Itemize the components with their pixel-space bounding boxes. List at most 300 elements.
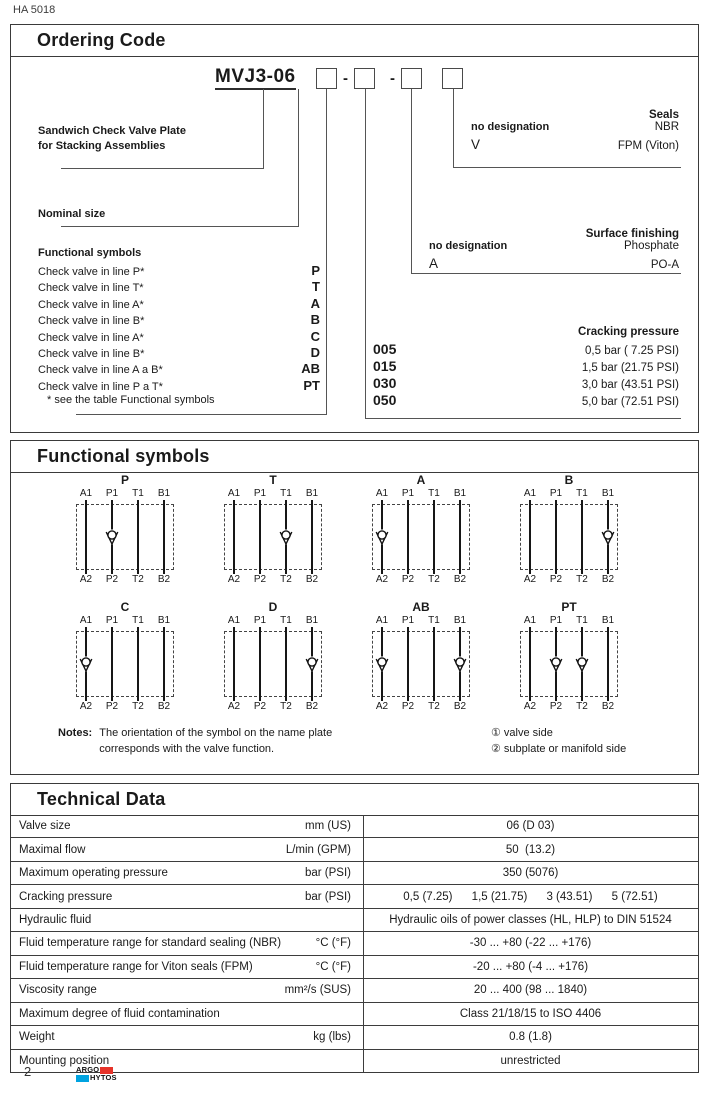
parameter-unit: mm (US): [305, 820, 351, 833]
code-box-cracking-pressure: [354, 68, 375, 89]
schematic-frame: [520, 631, 618, 697]
port-label: P1: [401, 615, 415, 626]
ports-bottom-row: [517, 701, 621, 713]
parameter-value: 06 (D 03): [506, 820, 555, 833]
option-code: V: [471, 136, 481, 152]
ordering-code-section: [10, 24, 699, 433]
functional-symbols-title: Functional symbols: [37, 446, 210, 466]
flow-line: [311, 627, 312, 701]
table-row: [11, 1003, 698, 1026]
ordering-code-title: Ordering Code: [37, 30, 166, 50]
dash-separator: -: [390, 70, 395, 87]
diagram-letter: T: [269, 473, 277, 487]
flow-line: [163, 500, 164, 574]
functional-symbol-row: [38, 345, 326, 361]
cracking-pressure-row: [365, 358, 679, 375]
check-valve-icon: [575, 656, 589, 673]
functional-symbols-section: [10, 440, 699, 775]
flow-line: [111, 627, 112, 701]
ordering-code-diagram: [11, 25, 698, 432]
notes-text: [99, 726, 332, 757]
port-label: P1: [253, 488, 267, 499]
parameter-cell: [11, 1026, 363, 1048]
valve-symbol-diagram: [73, 474, 177, 586]
port-label: T1: [428, 488, 440, 499]
table-row: [11, 862, 698, 885]
flow-line: [311, 500, 312, 574]
flow-line: [111, 500, 112, 574]
port-label: A2: [227, 701, 241, 712]
option-value: 3,0 bar (43.51 PSI): [581, 379, 679, 391]
option-code: 015: [373, 358, 397, 374]
ports-bottom-row: [73, 574, 177, 586]
symbol-code: T: [312, 279, 320, 295]
seals-title: Seals: [648, 109, 679, 121]
flow-line: [233, 500, 234, 574]
ports-top-row: [221, 488, 325, 500]
parameter-cell: [11, 932, 363, 954]
flow-line: [381, 500, 382, 574]
port-label: B2: [601, 574, 615, 585]
flow-line: [137, 500, 138, 574]
ports-top-row: [73, 488, 177, 500]
option-code: no designation: [471, 121, 550, 133]
check-valve-icon: [375, 529, 389, 546]
option-value: 1,5 bar (21.75 PSI): [581, 362, 679, 374]
code-box-surface-finishing: [401, 68, 422, 89]
parameter-unit: bar (PSI): [304, 890, 351, 903]
cracking-pressure-row: [365, 341, 679, 358]
flow-line: [285, 627, 286, 701]
ports-top-row: [517, 488, 621, 500]
functional-symbols-rows: [38, 263, 326, 394]
notes-label: Notes:: [58, 727, 93, 739]
logo-text-argo: ARGO: [76, 1065, 100, 1074]
parameter-name: Viscosity range: [19, 984, 97, 997]
ports-bottom-row: [369, 701, 473, 713]
diagram-letter: AB: [412, 600, 430, 614]
port-label: P2: [105, 574, 119, 585]
port-label: A1: [523, 615, 537, 626]
option-value: FPM (Viton): [617, 139, 679, 152]
port-label: B2: [305, 574, 319, 585]
port-label: T1: [428, 615, 440, 626]
port-label: P1: [549, 488, 563, 499]
flow-line: [433, 627, 434, 701]
functional-symbol-row: [38, 263, 326, 279]
option-value: 5,0 bar (72.51 PSI): [581, 396, 679, 408]
parameter-unit: L/min (GPM): [285, 843, 351, 856]
hydraulic-schematic: [221, 627, 325, 701]
port-label: T2: [428, 701, 440, 712]
functional-symbol-row: [38, 378, 326, 394]
port-label: A1: [227, 488, 241, 499]
parameter-value: Class 21/18/15 to ISO 4406: [459, 1007, 602, 1020]
parameter-cell: [11, 862, 363, 884]
parameter-name: Maximum operating pressure: [19, 867, 168, 880]
ports-top-row: [221, 615, 325, 627]
ports-top-row: [369, 488, 473, 500]
parameter-value: 0.8 (1.8): [509, 1031, 552, 1044]
option-code: A: [429, 255, 439, 271]
seals-row: [459, 121, 679, 137]
surface-finishing-row: [417, 256, 679, 272]
flow-line: [459, 627, 460, 701]
technical-data-table: [11, 815, 698, 1072]
port-label: B2: [453, 701, 467, 712]
option-code: 005: [373, 341, 397, 357]
port-label: T1: [576, 488, 588, 499]
symbol-description: Check valve in line P*: [38, 266, 145, 278]
flow-line: [233, 627, 234, 701]
parameter-cell: [11, 815, 363, 837]
diagram-letter: B: [564, 473, 574, 487]
schematic-frame: [224, 504, 322, 570]
port-label: B1: [453, 615, 467, 626]
diagram-letter: C: [120, 600, 130, 614]
table-row: [11, 909, 698, 932]
flow-line: [137, 627, 138, 701]
hydraulic-schematic: [369, 627, 473, 701]
flow-line: [163, 627, 164, 701]
flow-line: [529, 500, 530, 574]
symbol-description: Check valve in line B*: [38, 315, 145, 328]
argo-hytos-logo: [76, 1066, 117, 1082]
port-label: T1: [280, 615, 292, 626]
port-label: T2: [280, 701, 292, 712]
parameter-name: Fluid temperature range for Viton seals (FPM): [19, 960, 253, 973]
section-header: [11, 441, 698, 473]
port-label: B1: [305, 615, 319, 626]
symbol-code: A: [310, 295, 320, 311]
parameter-name: Fluid temperature range for standard sealing (NBR): [19, 937, 282, 950]
port-label: T1: [280, 488, 292, 499]
flow-line: [259, 500, 260, 574]
port-label: B1: [157, 615, 171, 626]
hydraulic-schematic: [73, 627, 177, 701]
model-code: MVJ3-06: [215, 67, 296, 90]
legend-subplate-side: ② subplate or manifold side: [491, 742, 627, 755]
diagram-letter: PT: [561, 600, 577, 614]
ports-bottom-row: [221, 701, 325, 713]
hydraulic-schematic: [73, 500, 177, 574]
valve-symbol-diagram: [369, 601, 473, 713]
product-line-1: Sandwich Check Valve Plate: [38, 125, 186, 137]
hydraulic-schematic: [517, 627, 621, 701]
parameter-name: Valve size: [19, 820, 71, 833]
flow-line: [433, 500, 434, 574]
port-label: A2: [523, 701, 537, 712]
option-value: Phosphate: [624, 240, 679, 252]
port-label: P1: [253, 615, 267, 626]
check-valve-icon: [375, 656, 389, 673]
schematic-frame: [76, 504, 174, 570]
check-valve-icon: [549, 656, 563, 673]
parameter-value: 0,5 (7.25) 1,5 (21.75) 3 (43.51) 5 (72.51): [403, 890, 658, 903]
port-label: A1: [79, 615, 93, 626]
parameter-name: Maximal flow: [19, 843, 86, 856]
flow-line: [407, 500, 408, 574]
flow-line: [555, 500, 556, 574]
port-label: A2: [523, 574, 537, 585]
port-label: P2: [549, 701, 563, 712]
symbol-description: Check valve in line T*: [38, 282, 144, 295]
port-label: P2: [401, 574, 415, 585]
connector-line: [326, 89, 327, 414]
port-label: T1: [132, 615, 144, 626]
port-label: A2: [79, 574, 93, 585]
connector-line: [298, 89, 299, 226]
port-label: A1: [227, 615, 241, 626]
symbol-code: B: [310, 312, 320, 328]
notes-line-2: corresponds with the valve function.: [99, 742, 275, 755]
port-label: P1: [105, 488, 119, 499]
check-valve-icon: [305, 656, 319, 673]
symbol-code: D: [310, 344, 320, 360]
functional-symbols-list: [38, 247, 326, 410]
parameter-value: -20 ... +80 (-4 ... +176): [472, 960, 589, 973]
port-label: A1: [79, 488, 93, 499]
legend-block: [491, 726, 626, 757]
flow-line: [381, 627, 382, 701]
port-label: T2: [280, 574, 292, 585]
cracking-pressure-row: [365, 392, 679, 409]
dash-separator: -: [343, 70, 348, 87]
connector-line: [411, 273, 681, 274]
parameter-cell: [11, 885, 363, 907]
flow-line: [85, 627, 86, 701]
parameter-name: Cracking pressure: [19, 890, 113, 903]
document-code: HA 5018: [13, 4, 56, 16]
valve-symbol-diagram: [221, 601, 325, 713]
parameter-cell: [11, 956, 363, 978]
parameter-cell: [11, 1003, 363, 1025]
cracking-pressure-options: [365, 326, 679, 409]
ports-bottom-row: [221, 574, 325, 586]
port-label: T2: [576, 574, 588, 585]
option-value: PO-A: [650, 258, 679, 271]
check-valve-icon: [279, 529, 293, 546]
port-label: T2: [132, 574, 144, 585]
port-label: A2: [375, 574, 389, 585]
port-label: P2: [105, 701, 119, 712]
technical-data-section: [10, 783, 699, 1073]
flow-line: [259, 627, 260, 701]
table-row: [11, 956, 698, 979]
page-number: 2: [24, 1064, 32, 1079]
parameter-cell: [11, 1050, 363, 1072]
connector-line: [453, 89, 454, 167]
product-description: [38, 124, 186, 154]
parameter-cell: [11, 838, 363, 860]
hydraulic-schematic: [369, 500, 473, 574]
parameter-unit: kg (lbs): [313, 1031, 351, 1044]
ports-bottom-row: [517, 574, 621, 586]
symbol-description: Check valve in line P a T*: [38, 380, 163, 393]
port-label: A2: [227, 574, 241, 585]
parameter-cell: [11, 909, 363, 931]
table-column-divider: [363, 815, 364, 1072]
parameter-value: Hydraulic oils of power classes (HL, HLP) to DIN 51524: [389, 914, 672, 927]
functional-symbols-footnote: * see the table Functional symbols: [47, 394, 215, 407]
port-label: B2: [453, 574, 467, 585]
flow-line: [607, 500, 608, 574]
code-box-functional-symbol: [316, 68, 337, 89]
symbol-code: AB: [301, 361, 320, 377]
connector-line: [453, 167, 681, 168]
port-label: T1: [576, 615, 588, 626]
port-label: B2: [601, 701, 615, 712]
ports-top-row: [73, 615, 177, 627]
parameter-value: 350 (5076): [502, 867, 559, 880]
table-row: [11, 838, 698, 861]
table-row: [11, 815, 698, 838]
symbol-description: Check valve in line B*: [38, 347, 145, 360]
port-label: T1: [132, 488, 144, 499]
valve-symbol-diagram: [221, 474, 325, 586]
connector-line: [76, 414, 327, 415]
port-label: A1: [375, 488, 389, 499]
port-label: A1: [523, 488, 537, 499]
flow-line: [407, 627, 408, 701]
port-label: B1: [453, 488, 467, 499]
port-label: P1: [105, 615, 119, 626]
table-row: [11, 979, 698, 1002]
parameter-value: -30 ... +80 (-22 ... +176): [469, 937, 592, 950]
option-value: NBR: [654, 121, 679, 133]
option-value: 0,5 bar ( 7.25 PSI): [585, 345, 679, 357]
parameter-unit: mm²/s (SUS): [284, 984, 351, 997]
port-label: P2: [549, 574, 563, 585]
connector-line: [61, 226, 299, 227]
diagram-letter: D: [268, 600, 278, 614]
parameter-unit: °C (°F): [315, 937, 351, 950]
connector-line: [263, 89, 264, 168]
port-label: P1: [401, 488, 415, 499]
flow-line: [85, 500, 86, 574]
parameter-value: unrestricted: [500, 1054, 561, 1067]
ports-top-row: [517, 615, 621, 627]
connector-line: [61, 168, 264, 169]
port-label: T2: [576, 701, 588, 712]
port-label: B1: [305, 488, 319, 499]
parameter-name: Weight: [19, 1031, 55, 1044]
symbol-code: C: [310, 328, 320, 344]
parameter-value: 20 ... 400 (98 ... 1840): [473, 984, 588, 997]
port-label: B1: [157, 488, 171, 499]
parameter-name: Maximum degree of fluid contamination: [19, 1007, 220, 1020]
functional-symbol-row: [38, 296, 326, 312]
functional-symbol-row: [38, 312, 326, 328]
cracking-pressure-row: [365, 375, 679, 392]
logo-cyan-square: [76, 1075, 89, 1082]
valve-symbol-diagram: [517, 601, 621, 713]
parameter-name: Hydraulic fluid: [19, 914, 92, 927]
table-row: [11, 885, 698, 908]
cracking-pressure-rows: [365, 341, 679, 409]
port-label: T2: [428, 574, 440, 585]
port-label: B1: [601, 488, 615, 499]
port-label: P2: [401, 701, 415, 712]
connector-line: [365, 418, 681, 419]
diagram-letter: A: [416, 473, 426, 487]
functional-symbols-list-title: Functional symbols: [38, 247, 142, 259]
connector-line: [411, 89, 412, 273]
logo-row-bottom: [76, 1074, 117, 1082]
cracking-pressure-title: Cracking pressure: [578, 326, 679, 338]
nominal-size-label: Nominal size: [38, 208, 106, 220]
flow-line: [529, 627, 530, 701]
notes-block: [58, 726, 332, 757]
valve-symbol-diagram: [517, 474, 621, 586]
symbol-description: Check valve in line A a B*: [38, 364, 163, 377]
symbol-description: Check valve in line A*: [38, 331, 144, 344]
port-label: A2: [375, 701, 389, 712]
parameter-cell: [11, 979, 363, 1001]
flow-line: [581, 500, 582, 574]
surface-finishing-options: [417, 228, 679, 271]
port-label: P2: [253, 574, 267, 585]
hydraulic-schematic: [517, 500, 621, 574]
parameter-unit: bar (PSI): [304, 867, 351, 880]
ports-bottom-row: [369, 574, 473, 586]
port-label: P1: [549, 615, 563, 626]
parameter-name: Mounting position: [19, 1054, 110, 1067]
port-label: A2: [79, 701, 93, 712]
check-valve-icon: [453, 656, 467, 673]
port-label: B2: [157, 574, 171, 585]
port-label: T2: [132, 701, 144, 712]
table-row: [11, 932, 698, 955]
product-line-2: for Stacking Assemblies: [38, 140, 166, 152]
parameter-value: 50 (13.2): [505, 843, 556, 856]
notes-line-1: The orientation of the symbol on the name plate: [99, 727, 333, 739]
port-label: B2: [157, 701, 171, 712]
option-code: 050: [373, 392, 397, 408]
ports-bottom-row: [73, 701, 177, 713]
check-valve-icon: [105, 529, 119, 546]
flow-line: [459, 500, 460, 574]
seals-row: [459, 137, 679, 153]
section-header: [11, 784, 698, 816]
code-box-seals: [442, 68, 463, 89]
technical-data-title: Technical Data: [37, 789, 166, 809]
symbol-code: P: [311, 263, 320, 278]
surface-finishing-row: [417, 240, 679, 256]
valve-symbol-diagram: [369, 474, 473, 586]
port-label: P2: [253, 701, 267, 712]
parameter-unit: °C (°F): [315, 960, 351, 973]
symbol-description: Check valve in line A*: [38, 298, 144, 311]
flow-line: [581, 627, 582, 701]
functional-symbol-row: [38, 329, 326, 345]
flow-line: [285, 500, 286, 574]
diagram-letter: P: [120, 473, 129, 487]
seals-options: [459, 109, 679, 152]
port-label: A1: [375, 615, 389, 626]
port-label: B1: [601, 615, 615, 626]
port-label: B2: [305, 701, 319, 712]
legend-valve-side: ① valve side: [491, 727, 553, 739]
functional-symbol-row: [38, 361, 326, 377]
symbol-code: PT: [303, 377, 320, 393]
option-code: no designation: [429, 240, 508, 252]
option-code: 030: [373, 375, 397, 391]
logo-text-hytos: HYTOS: [90, 1073, 117, 1082]
hydraulic-schematic: [221, 500, 325, 574]
check-valve-icon: [79, 656, 93, 673]
table-row: [11, 1026, 698, 1049]
